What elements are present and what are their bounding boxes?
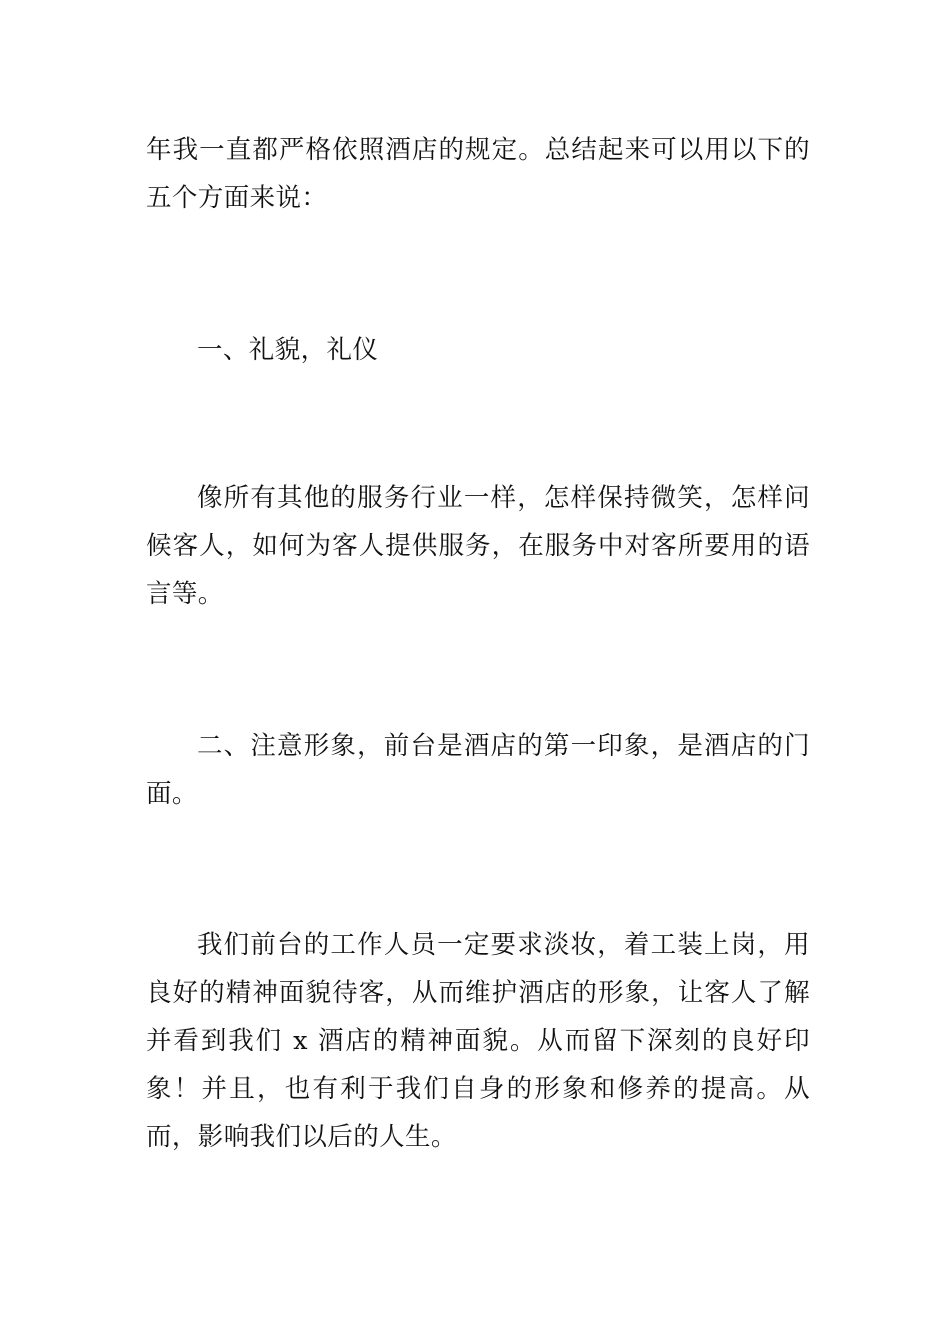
paragraph-courtesy-detail: 像所有其他的服务行业一样，怎样保持微笑，怎样问候客人，如何为客人提供服务，在服务中对客所要用的语言等。 <box>146 483 810 609</box>
paragraph-intro-continuation: 年我一直都严格依照酒店的规定。总结起来可以用以下的五个方面来说： <box>146 135 810 213</box>
section-heading-image: 二、注意形象，前台是酒店的第一印象，是酒店的门面。 <box>146 731 810 809</box>
paragraph-image-detail: 我们前台的工作人员一定要求淡妆，着工装上岗，用良好的精神面貌待客，从而维护酒店的形象，让客人了解并看到我们 x 酒店的精神面貌。从而留下深刻的良好印象！并且，也有利于我们自身的形象和修养的提高。从而，影响我们以后的人生。 <box>146 930 810 1152</box>
section-heading-courtesy: 一、礼貌，礼仪 <box>197 335 379 365</box>
